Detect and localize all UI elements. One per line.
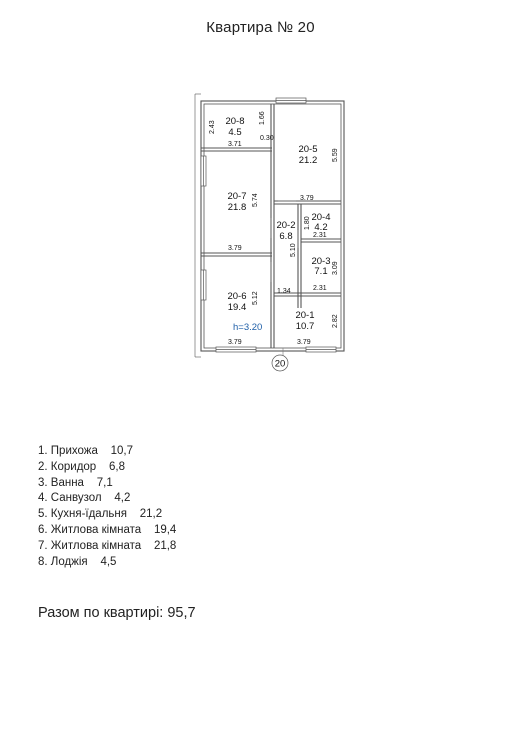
dim-label: 5.10 [290, 243, 297, 257]
room-code-20-4: 20-4 [311, 212, 331, 223]
room-code-20-3: 20-3 [311, 256, 331, 267]
legend-item: 6. Житлова кімната 19,4 [38, 523, 177, 536]
dim-label: 3.79 [297, 339, 311, 346]
legend-item: 8. Лоджія 4,5 [38, 555, 117, 568]
legend-item: 5. Кухня-їдальня 21,2 [38, 508, 163, 521]
page-title: Квартира № 20 [206, 19, 315, 36]
dim-label: 2.31 [313, 232, 327, 239]
dim-label: 5.74 [252, 193, 259, 207]
ceiling-height-label: h=3.20 [233, 322, 263, 333]
room-area-20-1: 10.7 [295, 321, 315, 332]
room-area-20-3: 7.1 [314, 266, 328, 277]
dim-label: 1.34 [277, 288, 291, 295]
room-area-20-6: 19.4 [227, 302, 247, 313]
dim-label: 1.80 [304, 216, 311, 230]
dim-label: 3.79 [228, 245, 242, 252]
room-code-20-2: 20-2 [276, 220, 296, 231]
legend-item: 2. Коридор 6,8 [38, 460, 125, 473]
room-code-20-7: 20-7 [227, 191, 247, 202]
legend-item: 7. Житлова кімната 21,8 [38, 539, 177, 552]
dim-label: 5.12 [252, 291, 259, 305]
room-area-20-5: 21.2 [298, 155, 318, 166]
room-area-20-7: 21.8 [227, 202, 247, 213]
room-code-20-6: 20-6 [227, 291, 247, 302]
legend-item: 3. Ванна 7,1 [38, 476, 113, 489]
room-code-20-8: 20-8 [225, 116, 245, 127]
dim-label: 0.30 [260, 135, 274, 142]
entrance-marker-label: 20 [274, 358, 286, 370]
legend-item: 4. Санвузол 4,2 [38, 492, 131, 505]
dim-label: 2.43 [209, 120, 216, 134]
dim-label: 2.31 [313, 285, 327, 292]
room-legend [38, 444, 176, 570]
dim-label: 3.71 [228, 141, 242, 148]
legend-item: 1. Прихожа 10,7 [38, 445, 134, 457]
room-code-20-5: 20-5 [298, 144, 318, 155]
dim-label: 5.59 [332, 148, 339, 162]
room-area-20-2: 6.8 [279, 231, 293, 242]
total-area: Разом по квартирі: 95,7 [38, 605, 196, 621]
room-area-20-8: 4.5 [228, 127, 242, 138]
dim-label: 3.79 [228, 339, 242, 346]
dim-label: 1.66 [259, 111, 266, 125]
room-area-20-4: 4.2 [314, 222, 328, 233]
room-code-20-1: 20-1 [295, 310, 315, 321]
dim-label: 2.82 [332, 314, 339, 328]
dim-label: 3.79 [300, 195, 314, 202]
dim-label: 3.09 [332, 261, 339, 275]
